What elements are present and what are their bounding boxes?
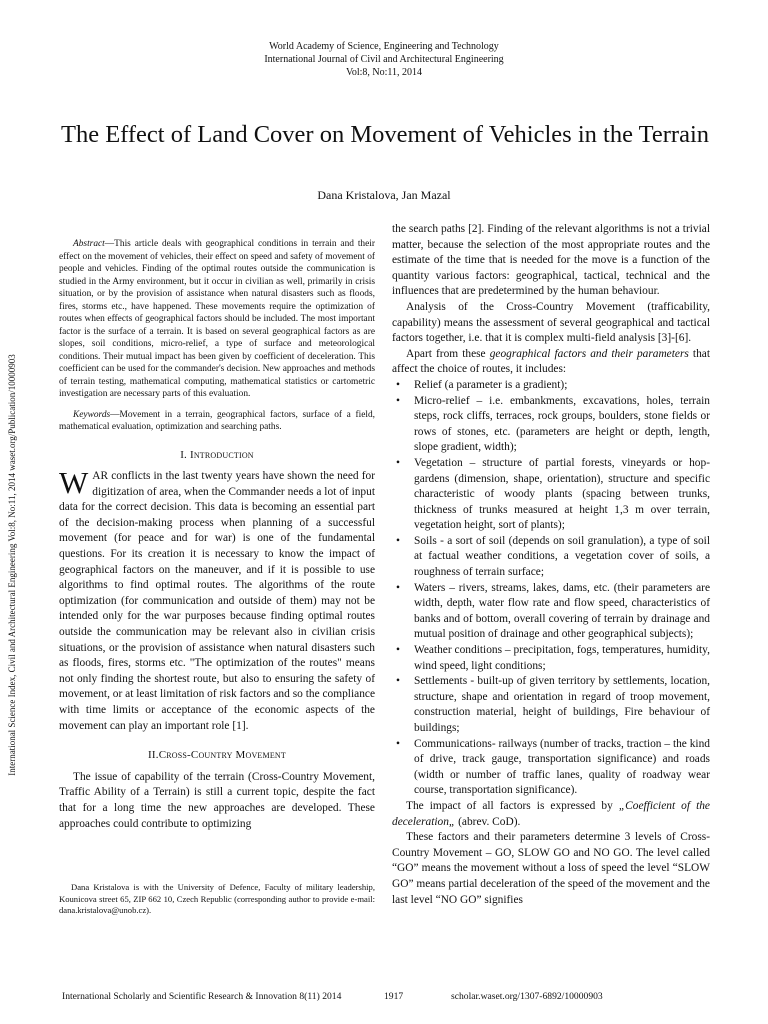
text-span: that affect the choice of routes, it includes: [392, 347, 710, 376]
list-item: • Settlements - built-up of given territory by settlements, location, structure, shape and orientation in regard of troop movement, construction material, height of buildings, Fire behaviour of buildings; [392, 674, 710, 736]
list-item: • Waters – rivers, streams, lakes, dams, etc. (their parameters are width, depth, water flow rate and flow speed, characteristics of banks and of bottom, overall covering of terrain by drainage and mutual position of drainage and other geographical subjects); [392, 581, 710, 643]
list-item: • Micro-relief – i.e. embankments, excavations, holes, terrain steps, rock cliffs, terraces, rock groups, boulders, stone fields or rows of stones, etc. (parameters are height or depth, length, slope gradient, width); [392, 394, 710, 456]
page-number: 1917 [384, 991, 404, 1002]
header-volume: Vol:8, No:11, 2014 [345, 67, 423, 78]
section-title: Cross-Country Movement [158, 749, 286, 762]
section-number: I. [180, 448, 190, 461]
list-item: • Communications- railways (number of tracks, traction – the kind of drive, track gauge, transportation significance) and roads (width or number of traffic lanes, quality of roadway wear course, transportation significance). [392, 737, 710, 799]
list-item: • Vegetation – structure of partial forests, vineyards or hop-gardens (dimension, shape, orientation), structure and specific characteristic of woody plants (spacing between trunks, thickness of trunks measured at height 1,3 m over terrain, vegetation height, sort of plants); [392, 456, 710, 534]
keywords [59, 409, 375, 434]
footer-link[interactable]: scholar.waset.org/1307-6892/10000903 [451, 991, 603, 1002]
abstract-text: —This article deals with geographical conditions in terrain and their effect on the movement of vehicles, their effect on speed and safety of movement of people and vehicles. Finding of the optimal routes outside the communication is studied in the Army environment, but it occur in civilian as well, primarily in crisis situation, or by the provision of assistance when natural disasters such as floods, fires, storms etc., have happened. These movements require the optimization of routes when effects of geographical factors should be included. The most important factor is the surface of a terrain. It is based on several geographical factors as are slopes, soil conditions, micro-relief, a type of surface and meteorological conditions. Their mutual impact has been given by coefficient of deceleration. This coefficient can be used for the commander's decision. New approaches and methods of terrain testing, mathematical computing, mathematical statistics or cartometric investigation are necessary parts of this evaluation. [59, 239, 375, 399]
abstract [59, 238, 375, 401]
left-column [59, 238, 375, 832]
right-column [392, 222, 710, 908]
italic-span: geographical factors and their parameters [489, 347, 689, 360]
italic-span: „Coefficient of the deceleration„ [392, 799, 710, 828]
footer-publisher: International Scholarly and Scientific Research & Innovation 8(11) 2014 [62, 991, 342, 1002]
list-item: • Soils - a sort of soil (depends on soil granulation), a type of soil at factual weather conditions, a vegetation cover of soils, a roughness of terrain surface; [392, 534, 710, 581]
paper-authors: Dana Kristalova, Jan Mazal [317, 188, 451, 202]
side-citation: International Science Index, Civil and Architectural Engineering Vol:8, No:11, 2014 waset.org/Publication/10000903 [7, 354, 17, 776]
text-span: (abrev. CoD). [455, 815, 521, 828]
section-heading-introduction [59, 448, 375, 464]
header-organization: World Academy of Science, Engineering and Technology [269, 41, 499, 52]
cross-country-paragraph: The issue of capability of the terrain (Cross-Country Movement, Traffic Ability of a Terrain) is still a current topic, despite the fact that for a long time the new approaches are developed. These approaches could contribute to optimizing [59, 770, 375, 830]
factor-list [392, 378, 710, 799]
paper-title: The Effect of Land Cover on Movement of Vehicles in the Terrain [60, 121, 710, 148]
right-paragraph-2: Analysis of the Cross-Country Movement (trafficability, capability) means the assessment of several geographical and tactical factors together, i.e. that it is complex multi-field analysis [3]-[6]. [392, 300, 710, 345]
introduction-text: AR conflicts in the last twenty years have shown the need for digitization of area, when the Commander needs a lot of input data for the correct decision. This data is becoming an essential part of the decision-making process when planning of a successful movement (for peace and for war) is one of the fundamental questions. For its creation it is necessary to know the impact of geographical factors on the maneuver, and if it is possible to use algorithms to find optimal routes. The algorithms of the route optimization (for communication and outside of them) may not be intended only for the war purposes because finding optimal routes outside the communication may be relevant also in civilian crisis situations, or the provision of assistance when natural disasters such as floods, fires, storms etc. "The optimization of the routes" means not only finding the shortest route, but also to ensuring the safety of movement, or at least limitation of risk factors and so the compliance with time limits or acceptance of the economic aspects of the movement can play an important role [1]. [59, 470, 375, 732]
abstract-label: Abstract [73, 239, 105, 249]
keywords-text: —Movement in a terrain, geographical factors, surface of a field, mathematical evaluation, optimization and searching paths. [59, 409, 375, 432]
right-paragraph-3 [392, 347, 710, 378]
list-item: • Weather conditions – precipitation, fogs, temperatures, humidity, wind speed, light conditions; [392, 643, 710, 674]
footnote: Dana Kristalova is with the University of Defence, Faculty of military leadership, Kounicova street 65, ZIP 662 10, Czech Republic (corresponding author to provide e-mail: dana.kristalova@unob.cz). [59, 882, 375, 915]
right-paragraph-5: These factors and their parameters determine 3 levels of Cross-Country Movement – GO, SLOW GO and NO GO. The level called “GO” means the movement without a loss of speed the level “SLOW GO” means partial deceleration of the speed of the movement and the last level “NO GO” signifies [392, 831, 710, 906]
introduction-paragraph [59, 465, 375, 734]
section-title: Introduction [189, 448, 254, 461]
right-paragraph-4 [392, 799, 710, 830]
list-item: • Relief (a parameter is a gradient); [392, 378, 710, 394]
text-span: The impact of all factors is expressed by [406, 799, 619, 812]
keywords-label: Keywords [73, 409, 111, 420]
text-span: Apart from these [406, 347, 490, 360]
drop-cap: W [59, 465, 89, 501]
journal-header [0, 40, 768, 79]
header-journal: International Journal of Civil and Architectural Engineering [264, 54, 504, 65]
section-heading-cross-country [59, 748, 375, 764]
right-paragraph-1: the search paths [2]. Finding of the relevant algorithms is not a trivial matter, because the selection of the most appropriate routes and the estimate of the time that is needed for the move is a function of the quantity various factors: geographical, tactical, technical and the influences that are predetermined by the human behaviour. [392, 223, 710, 298]
section-number: II. [148, 749, 159, 762]
